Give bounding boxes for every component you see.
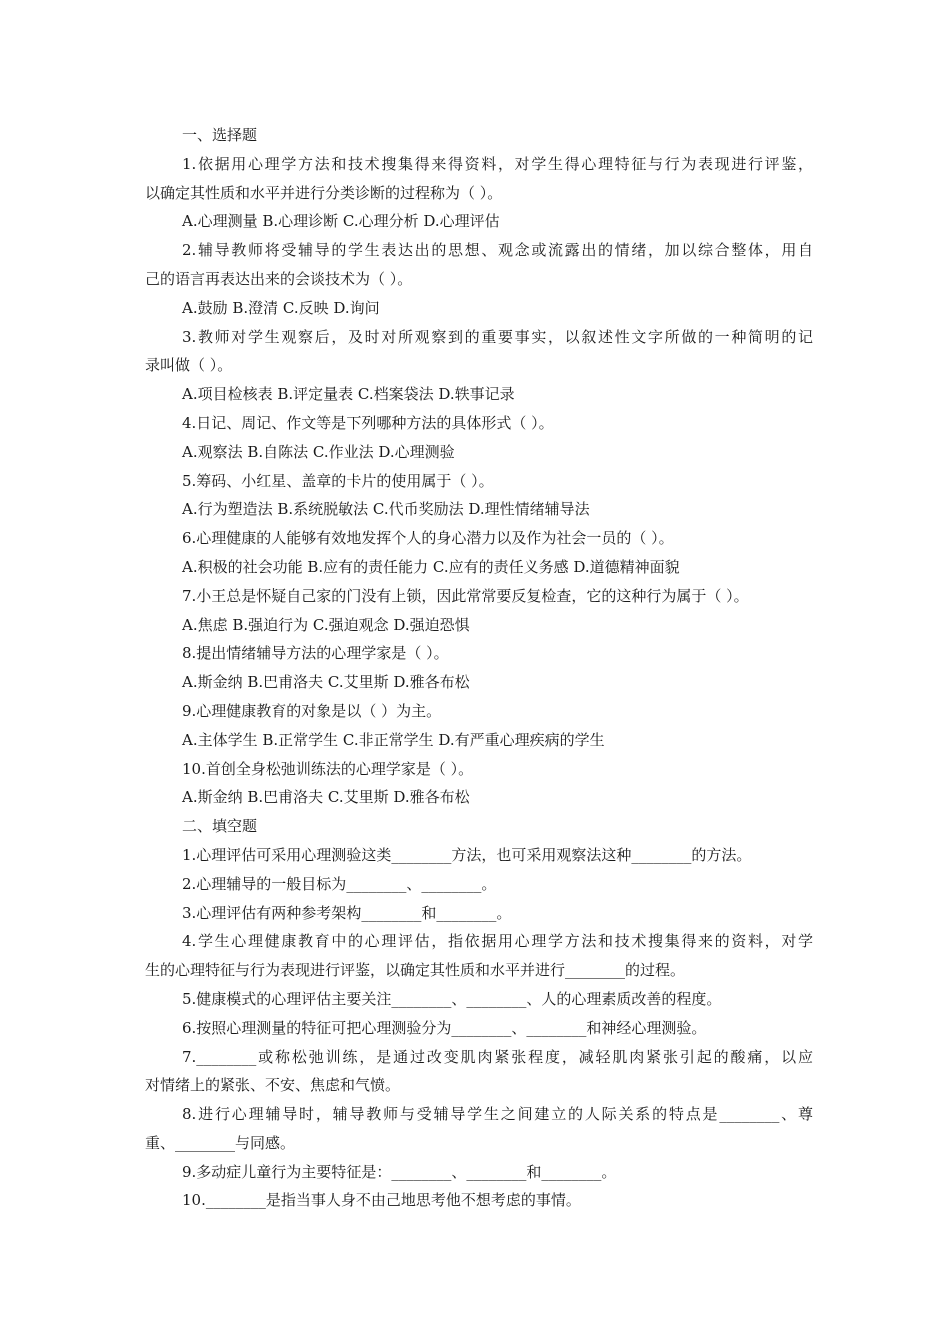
question-2-line-1: 2.辅导教师将受辅导的学生表达出的思想、观念或流露出的情绪，加以综合整体，用自 [182,241,813,260]
blank-question-3-line-1: 3.心理评估有两种参考架构________和________。 [182,903,512,922]
question-9-line-1: 9.心理健康教育的对象是以（ ）为主。 [182,701,442,720]
section-heading-fill-blank: 二、填空题 [182,817,258,836]
question-1-options: A.心理测量 B.心理诊断 C.心理分析 D.心理评估 [182,212,500,231]
section-heading-choice: 一、选择题 [182,126,258,144]
question-10-options: A.斯金纳 B.巴甫洛夫 C.艾里斯 D.雅各布松 [182,788,470,807]
blank-question-4-line-1: 4.学生心理健康教育中的心理评估，指依据用心理学方法和技术搜集得来的资料，对学 [182,932,813,951]
question-4-line-1: 4.日记、周记、作文等是下列哪种方法的具体形式（ ）。 [182,413,554,432]
blank-question-4-line-2: 生的心理特征与行为表现进行评鉴，以确定其性质和水平并进行________的过程。 [145,961,686,980]
blank-question-1-line-1: 1.心理评估可采用心理测验这类________方法，也可采用观察法这种________的方法。 [182,845,752,864]
blank-question-6-line-1: 6.按照心理测量的特征可把心理测验分为________、________和神经心理测验。 [182,1018,707,1037]
question-8-options: A.斯金纳 B.巴甫洛夫 C.艾里斯 D.雅各布松 [182,673,470,692]
blank-question-5-line-1: 5.健康模式的心理评估主要关注________、________、人的心理素质改善的程度。 [182,989,722,1008]
question-6-line-1: 6.心理健康的人能够有效地发挥个人的身心潜力以及作为社会一员的（ ）。 [182,529,674,548]
question-8-line-1: 8.提出情绪辅导方法的心理学家是（ ）。 [182,644,449,663]
question-3-options: A.项目检核表 B.评定量表 C.档案袋法 D.轶事记录 [182,385,515,404]
question-1-line-1: 1.依据用心理学方法和技术搜集得来得资料，对学生得心理特征与行为表现进行评鉴， [182,154,813,173]
question-2-options: A.鼓励 B.澄清 C.反映 D.询问 [182,298,380,317]
question-5-line-1: 5.筹码、小红星、盖章的卡片的使用属于（ ）。 [182,471,494,490]
question-7-options: A.焦虑 B.强迫行为 C.强迫观念 D.强迫恐惧 [182,615,470,634]
blank-question-8-line-1: 8.进行心理辅导时，辅导教师与受辅导学生之间建立的人际关系的特点是________、尊 [182,1105,813,1124]
question-5-options: A.行为塑造法 B.系统脱敏法 C.代币奖励法 D.理性情绪辅导法 [182,500,590,519]
question-7-line-1: 7.小王总是怀疑自己家的门没有上锁，因此常常要反复检查，它的这种行为属于（ ）。 [182,586,749,605]
blank-question-9-line-1: 9.多动症儿童行为主要特征是：________、________和________。 [182,1162,617,1181]
question-3-line-1: 3.教师对学生观察后，及时对所观察到的重要事实，以叙述性文字所做的一种简明的记 [182,327,813,346]
blank-question-10-line-1: 10.________是指当事人身不由己地思考他不想考虑的事情。 [182,1191,581,1210]
question-6-options: A.积极的社会功能 B.应有的责任能力 C.应有的责任义务感 D.道德精神面貌 [182,557,680,576]
document-body [145,121,813,1215]
question-3-line-2: 录叫做（ ）。 [145,356,233,375]
blank-question-8-line-2: 重、________与同感。 [145,1133,296,1152]
question-10-line-1: 10.首创全身松弛训练法的心理学家是（ ）。 [182,759,474,778]
blank-question-7-line-1: 7.________或称松弛训练，是通过改变肌肉紧张程度，减轻肌肉紧张引起的酸痛，以应 [182,1047,813,1066]
blank-question-2-line-1: 2.心理辅导的一般目标为________、________。 [182,874,497,893]
question-2-line-2: 己的语言再表达出来的会谈技术为（ ）。 [145,269,413,288]
question-9-options: A.主体学生 B.正常学生 C.非正常学生 D.有严重心理疾病的学生 [182,730,605,749]
blank-question-7-line-2: 对情绪上的紧张、不安、焦虑和气愤。 [145,1076,401,1095]
question-1-line-2: 以确定其性质和水平并进行分类诊断的过程称为（ ）。 [145,183,503,202]
question-4-options: A.观察法 B.自陈法 C.作业法 D.心理测验 [182,442,455,461]
